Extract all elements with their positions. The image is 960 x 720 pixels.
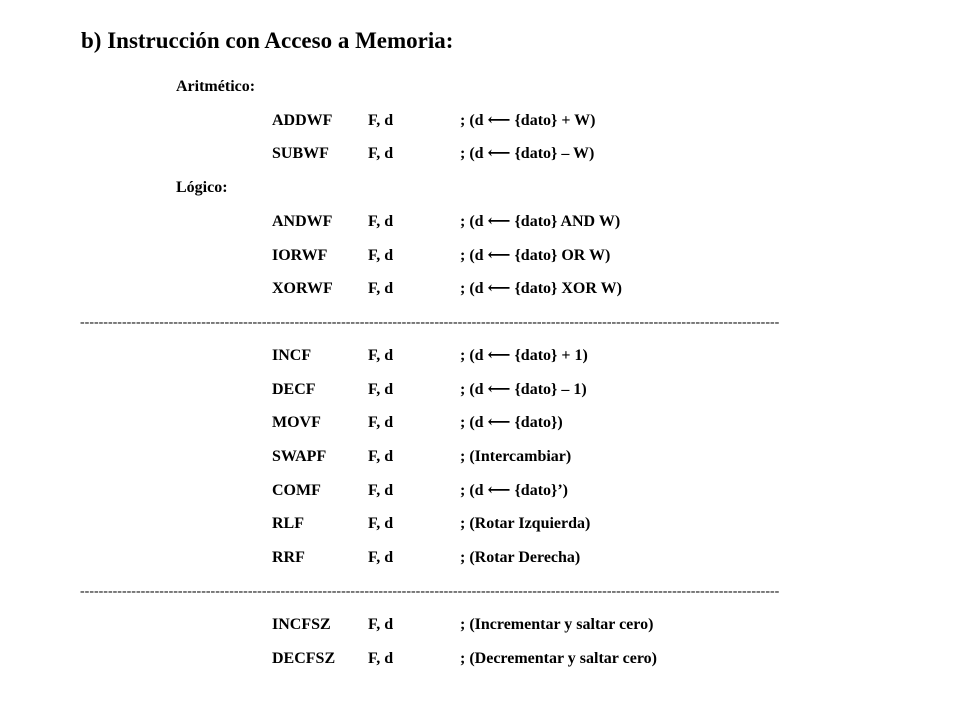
instruction-row-comf bbox=[272, 481, 892, 501]
instruction-row-movf bbox=[272, 413, 892, 433]
instruction-mnemonic: XORWF bbox=[272, 280, 333, 297]
instruction-mnemonic: INCF bbox=[272, 347, 312, 364]
instruction-mnemonic: DECF bbox=[272, 381, 316, 398]
instruction-operands: F, d bbox=[368, 145, 394, 162]
instruction-operands: F, d bbox=[368, 381, 394, 398]
instruction-mnemonic: RRF bbox=[272, 549, 305, 566]
instruction-mnemonic: IORWF bbox=[272, 247, 328, 264]
instruction-comment: ; (Decrementar y saltar cero) bbox=[460, 650, 657, 667]
instruction-row-decf bbox=[272, 380, 892, 400]
instruction-comment: ; (Incrementar y saltar cero) bbox=[460, 616, 654, 633]
instruction-row-decfsz bbox=[272, 649, 892, 669]
instruction-mnemonic: DECFSZ bbox=[272, 650, 336, 667]
instruction-row-addwf bbox=[272, 111, 892, 131]
instruction-comment: ; (d ⟵ {dato}) bbox=[460, 414, 563, 431]
instruction-mnemonic: SWAPF bbox=[272, 448, 327, 465]
instruction-mnemonic: COMF bbox=[272, 482, 321, 499]
instruction-comment: ; (d ⟵ {dato} – 1) bbox=[460, 381, 587, 398]
instruction-mnemonic: MOVF bbox=[272, 414, 321, 431]
instruction-operands: F, d bbox=[368, 112, 394, 129]
instruction-operands: F, d bbox=[368, 549, 394, 566]
instruction-operands: F, d bbox=[368, 414, 394, 431]
instruction-comment: ; (d ⟵ {dato} OR W) bbox=[460, 247, 611, 264]
instruction-row-rrf bbox=[272, 548, 892, 568]
instruction-operands: F, d bbox=[368, 616, 394, 633]
slide-title: b) Instrucción con Acceso a Memoria: bbox=[81, 28, 454, 53]
instruction-row-incf bbox=[272, 346, 892, 366]
instruction-comment: ; (d ⟵ {dato} + 1) bbox=[460, 347, 588, 364]
instruction-comment: ; (d ⟵ {dato} + W) bbox=[460, 112, 596, 129]
instruction-row-andwf bbox=[272, 212, 892, 232]
instruction-row-subwf bbox=[272, 144, 892, 164]
instruction-mnemonic: SUBWF bbox=[272, 145, 329, 162]
instruction-comment: ; (d ⟵ {dato} AND W) bbox=[460, 213, 621, 230]
instruction-operands: F, d bbox=[368, 247, 394, 264]
instruction-operands: F, d bbox=[368, 280, 394, 297]
instruction-operands: F, d bbox=[368, 347, 394, 364]
instruction-operands: F, d bbox=[368, 448, 394, 465]
dashed-separator: ------------------------------------------------------------------------------------------------------------------------------------------------------ bbox=[80, 316, 780, 330]
instruction-operands: F, d bbox=[368, 515, 394, 532]
instruction-operands: F, d bbox=[368, 213, 394, 230]
section-label-logic: Lógico: bbox=[176, 179, 228, 196]
instruction-comment: ; (d ⟵ {dato}’) bbox=[460, 482, 568, 499]
instruction-comment: ; (Rotar Izquierda) bbox=[460, 515, 591, 532]
instruction-comment: ; (Intercambiar) bbox=[460, 448, 572, 465]
instruction-mnemonic: RLF bbox=[272, 515, 304, 532]
instruction-comment: ; (d ⟵ {dato} XOR W) bbox=[460, 280, 622, 297]
instruction-operands: F, d bbox=[368, 650, 394, 667]
instruction-comment: ; (d ⟵ {dato} – W) bbox=[460, 145, 595, 162]
instruction-mnemonic: INCFSZ bbox=[272, 616, 331, 633]
instruction-mnemonic: ANDWF bbox=[272, 213, 333, 230]
instruction-comment: ; (Rotar Derecha) bbox=[460, 549, 581, 566]
dashed-separator: ------------------------------------------------------------------------------------------------------------------------------------------------------ bbox=[80, 585, 780, 599]
instruction-row-rlf bbox=[272, 514, 892, 534]
instruction-operands: F, d bbox=[368, 482, 394, 499]
instruction-row-xorwf bbox=[272, 279, 892, 299]
instruction-mnemonic: ADDWF bbox=[272, 112, 333, 129]
instruction-row-swapf bbox=[272, 447, 892, 467]
instruction-row-incfsz bbox=[272, 615, 892, 635]
section-label-arithmetic: Aritmético: bbox=[176, 78, 256, 95]
instruction-row-iorwf bbox=[272, 246, 892, 266]
